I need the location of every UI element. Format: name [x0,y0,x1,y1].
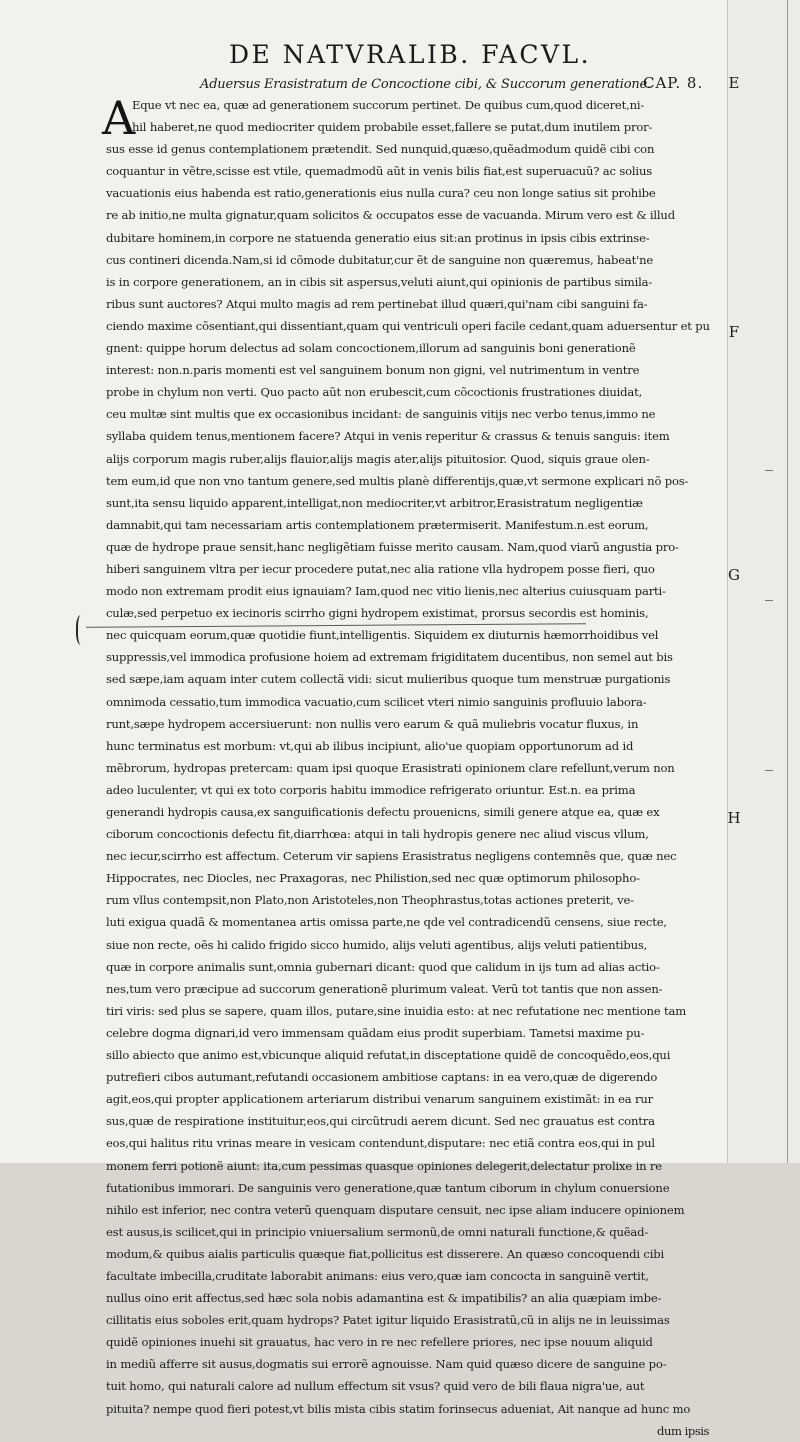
text-line: modum,& quibus aialis particulis quæque fiat,pollicitus est disserere. An quæso concoquendi cibi [106,1246,664,1261]
text-line: nec quicquam eorum,quæ quotidie fiunt,intelligentis. Siquidem ex diuturnis hæmorrhoidibus vel [106,628,659,643]
text-line: agit,eos,qui propter applicationem arteriarum distribui venarum sanguinem existimãt: in ea rur [106,1092,654,1107]
text-line: suppressis,vel immodica profusione hoiem ad extremam frigiditatem ducentibus, non semel aut bis [106,650,673,665]
text-line: nihilo est inferior, nec contra veterũ quenquam disputare censuit, nec ipse aliam inducere opinionem [106,1202,685,1217]
text-line: cillitatis eius soboles erit,quam hydrops? Patet igitur liquido Erasistratũ,cũ in alijs ne in leuissimas [106,1313,670,1328]
text-line: interest: non.n.paris momenti est vel sanguinem bonum non gigni, vel nutrimentum in ventre [106,363,640,378]
text-line: futationibus immorari. De sanguinis vero generatione,quæ tantum ciborum in chylum conuersione [106,1180,670,1195]
text-line: dubitare hominem,in corpore ne statuenda generatio eius sit:an protinus in ipsis cibis extrinse- [106,230,650,245]
margin-letter-g: G [728,566,740,584]
text-line: hunc terminatus est morbum: vt,qui ab ilibus incipiunt, alio'ue quopiam opportunorum ad id [106,738,634,753]
page-edge-line [787,0,788,1163]
margin-letter-e: E [728,74,740,92]
edge-mark [765,770,773,771]
text-line: pituita? nempe quod fieri potest,vt bilis mista cibis statim forinsecus adueniat, Ait nanque ad hunc mo [106,1401,691,1416]
text-line: omnimoda cessatio,tum immodica vacuatio,cum scilicet vteri nimio sanguinis profluuio labora- [106,694,647,709]
text-line: rum vllus contempsit,non Plato,non Aristoteles,non Theophrastus,totas actiones preterit, ve- [106,893,634,908]
text-line: Hippocrates, nec Diocles, nec Praxagoras, nec Philistion,sed nec quæ optimorum philosopho- [106,871,640,886]
text-line: coquantur in vẽtre,scisse est vtile, quemadmodũ aũt in venis bilis fiat,est superuacuũ? ac solius [106,164,652,179]
text-line: tuit homo, qui naturali calore ad nullum effectum sit vsus? quid vero de bili flaua nigra'ue, aut [106,1379,645,1394]
text-line: adeo luculenter, vt qui ex toto corporis habitu immodice refrigerato oriuntur. Est.n. ea prima [106,782,636,797]
text-line: in mediũ afferre sit ausus,dogmatis sui errorẽ agnouisse. Nam quid quæso dicere de sanguine po- [106,1357,667,1372]
text-line: modo non extremam prodit eius ignauiam? Iam,quod nec vitio lienis,nec alterius cuiusquam parti- [106,584,666,599]
text-line: nec iecur,scirrho est affectum. Ceterum vir sapiens Erasistratus negligens contemnẽs que, quæ nec [106,849,677,864]
edge-mark [765,600,773,601]
text-line: quidẽ opiniones inuehi sit grauatus, hac vero in re nec refellere priores, nec ipse nouum aliquid [106,1335,653,1350]
text-line: vacuationis eius habenda est ratio,generationis eius nulla cura? ceu non longe satius sit prohibe [106,186,656,201]
text-line: siue non recte, oẽs hi calido frigido sicco humido, alijs veluti agentibus, alijs veluti patientibus, [106,937,648,952]
text-line: Eque vt nec ea, quæ ad generationem succorum pertinet. De quibus cum,quod diceret,ni- [132,98,645,112]
text-line: ribus sunt auctores? Atqui multo magis ad rem pertinebat illud quæri,qui'nam cibi sanguini fa- [106,296,648,311]
text-line: damnabit,qui tam necessariam artis contemplationem prætermiserit. Manifestum.n.est eorum, [106,517,649,532]
text-line: tem eum,id que non vno tantum genere,sed multis planè differentijs,quæ,vt sermone explicari nõ pos- [106,473,689,488]
text-line: ciborum concoctionis defectu fit,diarrhœa: atqui in tali hydropis genere nec aliud viscus vllum, [106,827,649,842]
text-line: luti exigua quadã & momentanea artis omissa parte,ne qde vel contradicendũ censens, siue recte, [106,915,667,930]
text-line: sillo abiecto que animo est,vbicunque aliquid refutat,in disceptatione quidẽ de concoquẽdo,eos,qui [106,1048,671,1063]
text-line: hiberi sanguinem vltra per iecur procedere putat,nec alia ratione vlla hydropem posse fieri, quo [106,561,655,576]
text-line: sus,quæ de respiratione instituitur,eos,qui circũtrudi aerem dicunt. Sed nec grauatus est contra [106,1114,655,1129]
text-line: mẽbrorum, hydropas pretercam: quam ipsi quoque Erasistrati opinionem clare refellunt,verum non [106,760,675,775]
text-line: ciendo maxime cõsentiant,qui dissentiant,quam qui ventriculi operi facile cedant,quam aduersentur et pu [106,318,710,333]
text-line: monem ferri potionẽ aiunt: ita,cum pessimas quasque opiniones delegerit,delectatur prolixe in re [106,1158,662,1173]
marginal-bracket [76,615,88,645]
running-head: DE NATVRALIB. FACVL. [228,40,592,69]
text-line: runt,sæpe hydropem accersiuerunt: non nullis vero earum & quã muliebris vocatur fluxus, in [106,716,639,731]
text-line: gnent: quippe horum delectus ad solam concoctionem,illorum ad sanguinis boni generationẽ [106,341,636,356]
text-line: sed sæpe,iam aquam inter cutem collectã vidi: sicut mulieribus quoque tum menstruæ purgationis [106,672,671,687]
text-line: alijs corporum magis ruber,alijs flauior,alijs magis ater,alijs pituitosior. Quod, siquis graue olen- [106,451,650,466]
margin-letter-h: H [727,809,741,827]
text-line: nes,tum vero præcipue ad succorum generationẽ plurimum valeat. Verũ tot tantis que non assen- [106,981,663,996]
chapter-title: Aduersus Erasistratum de Concoctione cibi, & Succorum generatione. [200,77,651,92]
text-line: putrefieri cibos autumant,refutandi occasionem ambitiose captans: in ea vero,quæ de digerendo [106,1070,658,1085]
text-line: hil haberet,ne quod mediocriter quidem probabile esset,fallere se putat,dum inutilem pror- [132,120,653,135]
text-line: re ab initio,ne multa gignatur,quam solicitos & occupatos esse de vacuanda. Mirum vero est & illud [106,208,675,223]
text-line: sunt,ita sensu liquido apparent,intelligat,non mediocriter,vt arbitror,Erasistratum negligentiæ [106,495,643,510]
text-line: is in corpore generationem, an in cibis sit aspersus,veluti aiunt,qui opinionis de partibus simila- [106,274,653,289]
text-line: cus contineri dicenda.Nam,si id cõmode dubitatur,cur ẽt de sanguine non quæremus, habeat'ne [106,252,654,267]
text-line: generandi hydropis causa,ex sanguificationis defectu prouenicns, simili genere atque ea, quæ ex [106,805,660,819]
text-line: est ausus,is scilicet,qui in principio vniuersalium sermonũ,de omni naturali functione,& quẽad- [106,1224,649,1239]
text-line: syllaba quidem tenus,mentionem facere? Atqui in venis reperitur & crassus & tenuis sanguis: item [106,429,670,444]
text-line: eos,qui halitus ritu vrinas meare in vesicam contendunt,disputare: nec etiã contra eos,qui in pul [106,1136,655,1151]
text-line: quæ de hydrope praue sensit,hanc negligẽtiam fuisse merito causam. Nam,quod viarũ angustia pro- [106,539,679,554]
text-line: celebre dogma dignari,id vero immensam quãdam eius prodit superbiam. Tametsi maxime pu- [106,1025,645,1040]
text-line: facultate imbecilla,cruditate laborabit animans: eius vero,quæ iam concocta in sanguinẽ vertit, [106,1268,649,1283]
drop-cap: A [102,91,136,145]
text-line: nullus oino erit affectus,sed hæc sola nobis adamantina est & impatibilis? an alia quæpiam imbe- [106,1291,662,1306]
text-line: tiri viris: sed plus se sapere, quam illos, putare,sine inuidia esto: at nec refutatione nec mentione tam [106,1003,687,1018]
text-line: ceu multæ sint multis que ex occasionibus incidant: de sanguinis vitijs nec verbo tenus,immo ne [106,407,656,422]
text-line: quæ in corpore animalis sunt,omnia gubernari dicant: quod que calidum in ijs tum ad alias actio- [106,959,660,974]
body-text [102,91,721,1442]
edge-mark [765,470,773,471]
text-line: dum ipsis [657,1423,709,1438]
text-line: sus esse id genus contemplationem prætendit. Sed nunquid,quæso,quẽadmodum quidẽ cibi con [106,142,655,157]
chapter-number: CAP. 8. [643,74,704,92]
margin-letter-f: F [728,323,740,341]
text-line: culæ,sed perpetuo ex iecinoris scirrho gigni hydropem existimat, prorsus secordis est hominis, [106,606,649,621]
text-line: probe in chylum non verti. Quo pacto aũt non erubescit,cum cõcoctionis frustrationes diuidat, [106,385,643,400]
